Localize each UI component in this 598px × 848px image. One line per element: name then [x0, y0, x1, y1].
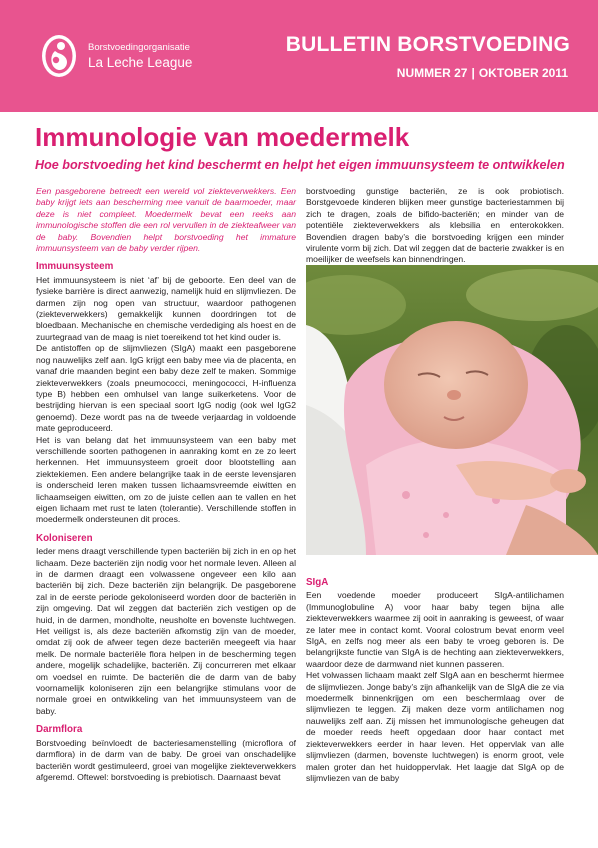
paragraph: Borstvoeding beïnvloedt de bacteriesamenstelling (microflora of darmflora) in de darm van de baby. De groei van onschadelijke bacteriën wordt gestimuleerd, groei van mogelijke ziekteverwekkers afgeremd. Oftewel: borstvoeding is prebiotisch. Daarnaast bevat [36, 737, 296, 782]
paragraph: Het volwassen lichaam maakt zelf SIgA aan en beschermt hiermee de slijmvliezen. Jonge baby’s zijn afhankelijk van de SIgA die ze via moedermelk binnenkrijgen om een beschermlaag over de slijmvliezen te leggen. Zij maken deze vorm antilichamen nog nauwelijks zelf aan. Zij missen het immunologische geheugen dat de moeder reeds heeft opgedaan door haar contact met ziekteverwekkers eerder in haar leven. Het oppervlak van alle slijmvliezen (darmen, bovenste luchtwegen) is enorm groot, vele malen groter dan het huidoppervlak. Het laagje dat SIgA op de slijmvliezen van de baby [306, 670, 564, 783]
article-lead: Een pasgeborene betreedt een wereld vol ziekteverwekkers. Een baby krijgt iets aan bescherming mee vanuit de baarmoeder, maar deze is niet compleet. Moedermelk bevat een reeks aan immunologische stoffen die een rol vervullen in de ziekteafweer van de baby. Bovendien helpt borstvoeding het immature immuunsysteem van de baby verder rijpen. [36, 186, 296, 254]
issue-number: NUMMER 27 [396, 66, 468, 80]
issue-separator: | [471, 66, 475, 80]
section-heading-darmflora: Darmflora [36, 724, 83, 736]
right-column-bottom [306, 577, 564, 784]
mother-and-child-logo-icon [40, 33, 78, 79]
paragraph: Ieder mens draagt verschillende typen bacteriën bij zich in en op het lichaam. Deze bacteriën zijn nodig voor het normale leven. Alleen al in de darmen draagt een volwassene ongeveer een kilo aan bacteriën bij zich. Deze bacteriën zijn belangrijk. De pasgeborene zal in de eerste periode gekoloniseerd worden door de bacteriën in zijn omgeving. Dat wil zeggen dat bacteriën zich vestigen op de huid, in de darmen, mondholte, neusholte en bovenste luchtwegen. Het veiligst is, als deze bacteriën afkomstig zijn van de moeder, omdat zij ook de afweer tegen deze bacteriën meegeeft via haar melk. De normale bacteriële flora helpen in de bescherming tegen andere, mogelijk schadelijke, bacteriën. Zij concurreren met elkaar om voedsel en ruimte. De bacteriën die de darm van de baby voornamelijk koloniseren zijn een belangrijke stimulans voor de normale groei en ontwikkeling van het immuunsysteem van de baby. [36, 546, 296, 716]
bulletin-title: BULLETIN BORSTVOEDING [285, 33, 570, 56]
org-name: La Leche League [88, 55, 193, 70]
issue-line [397, 66, 568, 80]
left-column [36, 186, 296, 783]
org-tagline: Borstvoedingorganisatie [88, 42, 190, 53]
sleeping-baby-photo [306, 265, 598, 555]
paragraph: De antistoffen op de slijmvliezen (SIgA) maakt een pasgeborene nog nauwelijks zelf aan. IgG krijgt een baby mee via de placenta, en vanaf drie maanden begint een baby deze zelf te maken. Sommige ziekteverwekkers (zoals pneumococci, meningococci, H-influenza type B) hebben een omhulsel van lange suikerketens. Voor de bestrijding hiervan is een speciaal soort IgG nodig (ook wel IgG2 genoemd). Deze wordt pas na de tweede verjaardag in voldoende mate geproduceerd. [36, 343, 296, 434]
paragraph: Het immuunsysteem is niet ‘af’ bij de geboorte. Een deel van de fysieke barrière is direct aanwezig, namelijk huid en slijmvliezen. De darmen zijn nog open van structuur, waardoor pathogenen (ziekteverwekkers) gemakkelijk kunnen doordringen tot de bloedbaan. Mechanische en chemische verdediging als hoest en de zuurtegraad van de maag is niet toereikend tot het kind ouder is. [36, 274, 296, 342]
article-title: Immunologie van moedermelk [35, 122, 410, 152]
section-heading-koloniseren: Koloniseren [36, 532, 93, 544]
paragraph: Het is van belang dat het immuunsysteem van een baby met verschillende soorten pathogenen in aanraking komt en ze zo leert herkennen. Het immuunsysteem groeit door blootstelling aan ziektekiemen. Een andere belangrijke taak in de eerste levensjaren is onderscheid leren maken tussen lichaamsvreemde eiwitten en lichaamseigen eiwitten, om zo de juiste cellen aan te vallen en het eigen lichaam met rust te laten (tolerantie). Verschillende stoffen in moedermelk ondersteunen dit proces. [36, 434, 296, 525]
right-column-top [306, 186, 564, 266]
article-subtitle: Hoe borstvoeding het kind beschermt en helpt het eigen immuunsysteem te ontwikkelen [35, 158, 565, 172]
section-heading-immuunsysteem: Immuunsysteem [36, 261, 114, 273]
paragraph: borstvoeding gunstige bacteriën, ze is ook probiotisch. Borstgevoede kinderen blijken meer gunstige bacteriestammen bij zich te dragen, zoals de bifido-bacteriën; en minder van de potentiële ziekteverwekkers als klebsilia en enterokokken. Bovendien dragen baby’s die borstvoeding krijgen een minder virulente vorm bij zich. Dat wil zeggen dat de bacterie zwakker is en moeilijker de weefsels kan binnendringen. [306, 186, 564, 265]
issue-date: OKTOBER 2011 [478, 66, 568, 80]
header-banner [0, 0, 598, 112]
paragraph: Een voedende moeder produceert SIgA-antilichamen (Immunoglobuline A) voor haar baby tegen bijna alle ziekteverwekkers waarmee zij ooit in aanraking is geweest, of waar ze later mee in contact komt. Vooral colostrum bevat enorm veel SIgA, en zelfs nog meer als een baby te vroeg geboren is. De belangrijkste functie van SIgA is de hechting aan ziekteverwekkers, waardoor deze de darmwand niet kunnen passeren. [306, 590, 564, 669]
section-heading-siga: SIgA [306, 577, 329, 588]
